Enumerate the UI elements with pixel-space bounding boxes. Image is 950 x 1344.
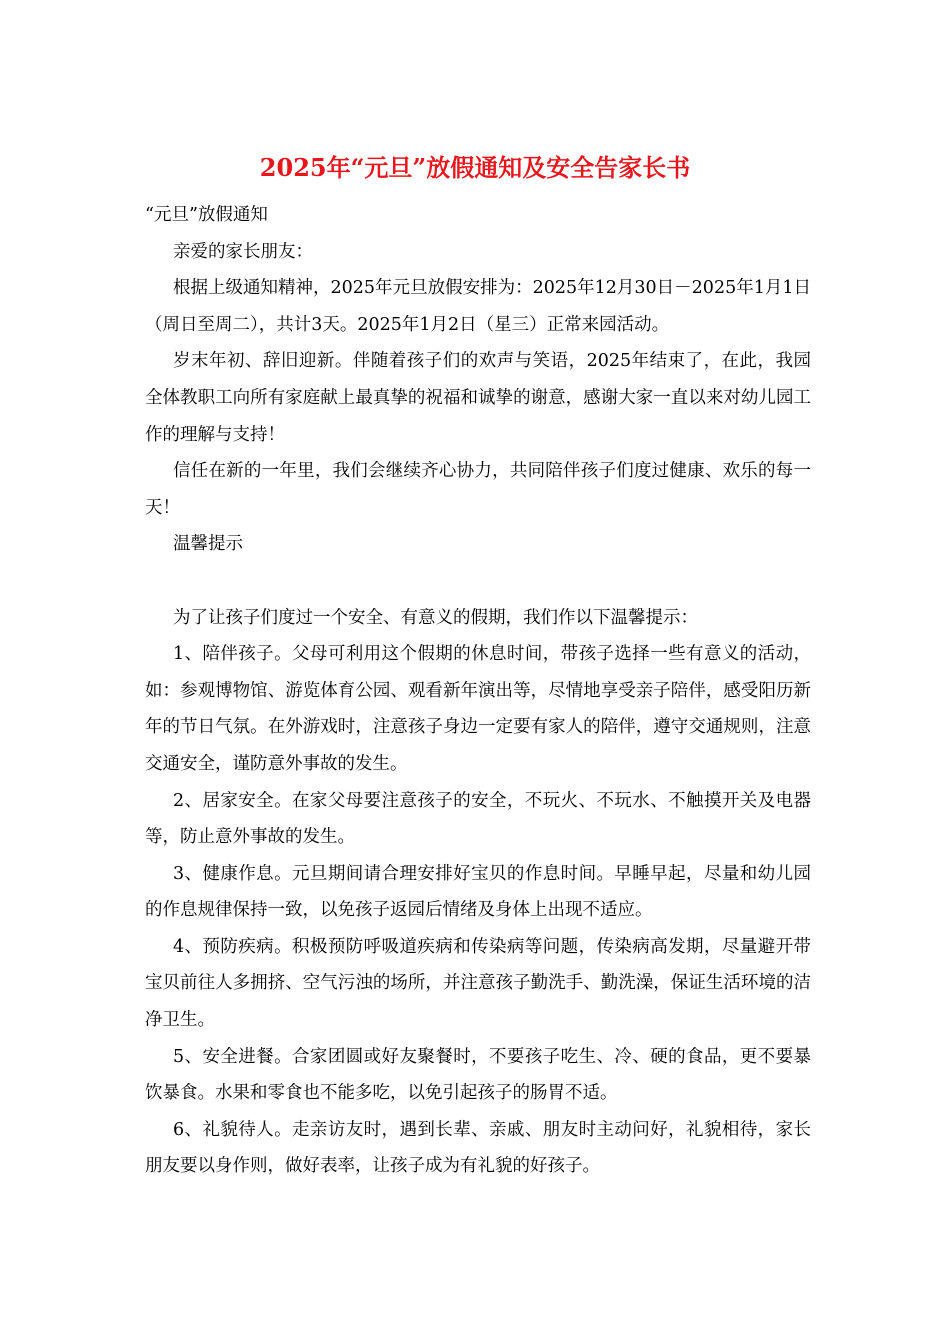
paragraph-holiday-schedule: 根据上级通知精神，2025年元旦放假安排为：2025年12月30日－2025年1月1日（周日至周二），共计3天。2025年1月2日（星三）正常来园活动。 [145,278,811,335]
paragraph-closing: 信任在新的一年里，我们会继续齐心协力，共同陪伴孩子们度过健康、欢乐的每一天！ [145,461,811,518]
document-title: 2025年“元旦”放假通知及安全告家长书 [259,153,691,182]
tip-item: 2、居家安全。在家父母要注意孩子的安全，不玩火、不玩水、不触摸开关及电器等，防止意外事故的发生。 [145,790,811,848]
tip-item: 4、预防疾病。积极预防呼吸道疾病和传染病等问题，传染病高发期，尽量避开带宝贝前往人多拥挤、空气污浊的场所，并注意孩子勤洗手、勤洗澡，保证生活环境的洁净卫生。 [145,936,811,1031]
blank-line [145,563,811,600]
tip-item: 5、安全进餐。合家团圆或好友聚餐时，不要孩子吃生、冷、硬的食品，更不要暴饮暴食。水果和零食也不能多吃，以免引起孩子的肠胃不适。 [145,1046,811,1104]
notice-heading: “元旦”放假通知 [145,205,268,225]
tip-item: 1、陪伴孩子。父母可利用这个假期的休息时间，带孩子选择一些有意义的活动，如：参观博物馆、游览体育公园、观看新年演出等，尽情地享受亲子陪伴，感受阳历新年的节日气氛。在外游戏时，注意孩子身边一定要有家人的陪伴，遵守交通规则，注意交通安全，谨防意外事故的发生。 [145,644,811,774]
paragraph-new-year-wishes: 岁末年初、辞旧迎新。伴随着孩子们的欢声与笑语，2025年结束了，在此，我园全体教职工向所有家庭献上最真挚的祝福和诚挚的谢意，感谢大家一直以来对幼儿园工作的理解与支持！ [145,351,811,445]
document-body [145,197,811,1185]
tips-heading: 温馨提示 [173,534,243,555]
tip-item: 6、礼貌待人。走亲访友时，遇到长辈、亲戚、朋友时主动问好，礼貌相待，家长朋友要以身作则，做好表率，让孩子成为有礼貌的好孩子。 [145,1119,811,1177]
tips-intro: 为了让孩子们度过一个安全、有意义的假期，我们作以下温馨提示： [173,607,698,628]
tip-item: 3、健康作息。元旦期间请合理安排好宝贝的作息时间。早睡早起，尽量和幼儿园的作息规律保持一致，以免孩子返园后情绪及身体上出现不适应。 [145,863,811,921]
greeting: 亲爱的家长朋友： [173,241,313,262]
